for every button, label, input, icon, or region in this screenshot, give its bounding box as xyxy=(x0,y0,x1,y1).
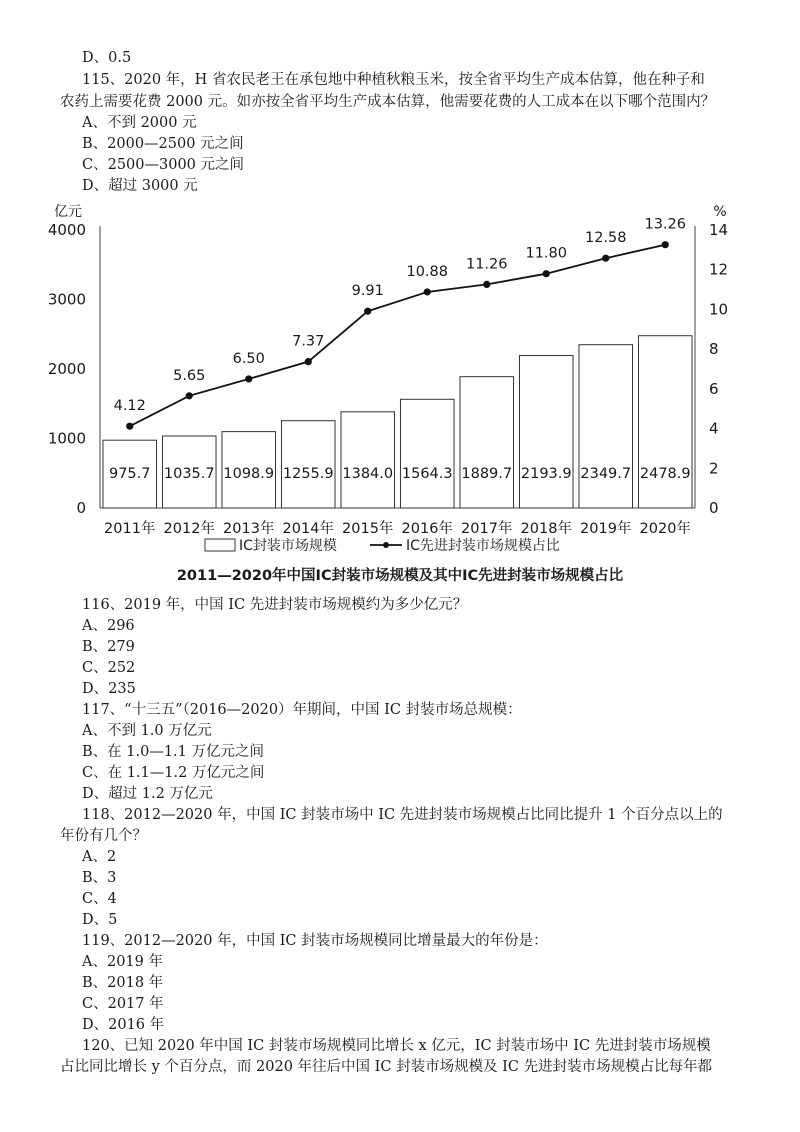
text-line: B、3 xyxy=(82,870,117,886)
option-line: A、不到 2000 元 xyxy=(82,115,197,131)
text-line: A、296 xyxy=(82,618,135,634)
category-label: 2014年 xyxy=(282,521,334,537)
bar xyxy=(341,412,395,508)
text-line: C、在 1.1—1.2 万亿元之间 xyxy=(82,765,265,781)
text-line: C、2017 年 xyxy=(82,996,164,1012)
left-tick-label: 0 xyxy=(76,499,86,517)
text-line: D、235 xyxy=(82,681,136,697)
question-line: 117、“十三五”（2016—2020）年期间，中国 IC 封装市场总规模： xyxy=(82,702,522,718)
option-line: B、2000—2500 元之间 xyxy=(82,136,244,152)
text-line: B、在 1.0—1.1 万亿元之间 xyxy=(82,744,264,760)
bar-value-label: 1889.7 xyxy=(461,466,513,482)
text-line: 年份有几个？ xyxy=(60,828,147,844)
bar-value-label: 2478.9 xyxy=(639,466,691,482)
bar xyxy=(460,377,514,508)
text-line: A、2019 年 xyxy=(82,954,163,970)
bar xyxy=(281,421,335,508)
right-axis-unit: % xyxy=(713,204,727,220)
legend-bar-label: IC封装市场规模 xyxy=(239,538,337,554)
bar xyxy=(519,356,573,508)
question-line: 119、2012—2020 年，中国 IC 封装市场规模同比增量最大的年份是： xyxy=(82,933,548,949)
text-line: D、5 xyxy=(82,912,118,928)
share-value-label: 4.12 xyxy=(113,398,146,415)
category-label: 2020年 xyxy=(639,521,691,537)
share-value-label: 5.65 xyxy=(173,367,206,384)
category-label: 2015年 xyxy=(342,521,394,537)
left-tick-label: 2000 xyxy=(47,360,86,378)
left-tick-label: 4000 xyxy=(47,221,86,239)
legend-bar-swatch xyxy=(205,539,235,551)
right-tick-label: 2 xyxy=(709,459,719,478)
category-label: 2012年 xyxy=(163,521,215,537)
ic-packaging-chart xyxy=(40,198,760,590)
category-label: 2011年 xyxy=(104,521,156,537)
bar-value-label: 1098.9 xyxy=(223,466,275,482)
bar-value-label: 1384.0 xyxy=(342,466,394,482)
share-point xyxy=(543,270,550,277)
question-line: 农药上需要花费 2000 元。如亦按全省平均生产成本估算，他需要花费的人工成本在以下哪个范围内？ xyxy=(60,94,716,110)
right-tick-label: 14 xyxy=(709,221,729,239)
bar-value-label: 975.7 xyxy=(108,466,151,482)
bar xyxy=(638,336,692,508)
share-value-label: 6.50 xyxy=(232,350,265,367)
share-point xyxy=(245,375,252,382)
question-line: 120、已知 2020 年中国 IC 封装市场规模同比增长 x 亿元，IC 封装市场中 IC 先进封装市场规模 xyxy=(82,1038,711,1054)
question-line: 118、2012—2020 年，中国 IC 封装市场中 IC 先进封装市场规模占比同比提升 1 个百分点以上的 xyxy=(82,807,723,823)
share-value-label: 7.37 xyxy=(292,333,325,350)
option-line: D、超过 3000 元 xyxy=(82,178,198,194)
right-tick-label: 8 xyxy=(709,340,719,359)
category-label: 2013年 xyxy=(223,521,275,537)
category-label: 2017年 xyxy=(461,521,513,537)
bar-value-label: 2193.9 xyxy=(520,466,572,482)
text-line: B、2018 年 xyxy=(82,975,164,991)
option-line: D、0.5 xyxy=(82,50,132,66)
bar xyxy=(579,345,633,508)
share-value-label: 12.58 xyxy=(584,230,627,247)
share-point xyxy=(602,255,609,262)
share-value-label: 9.91 xyxy=(351,283,384,300)
question-line: 115、2020 年，H 省农民老王在承包地中种植秋粮玉米，按全省平均生产成本估算，他在种子和 xyxy=(82,72,705,88)
option-line: C、2500—3000 元之间 xyxy=(82,157,245,173)
category-label: 2016年 xyxy=(401,521,453,537)
text-line: A、2 xyxy=(82,849,117,865)
bar-value-label: 1564.3 xyxy=(401,466,453,482)
chart-title: 2011—2020年中国IC封装市场规模及其中IC先进封装市场规模占比 xyxy=(176,568,624,584)
bar-value-label: 1035.7 xyxy=(163,466,215,482)
left-axis-unit: 亿元 xyxy=(54,204,82,220)
share-value-label: 13.26 xyxy=(644,216,687,233)
question-line: 116、2019 年，中国 IC 先进封装市场规模约为多少亿元？ xyxy=(82,597,468,613)
left-tick-label: 3000 xyxy=(47,290,86,309)
share-point xyxy=(364,308,371,315)
text-line: B、279 xyxy=(82,639,135,655)
share-point xyxy=(186,392,193,399)
right-tick-label: 0 xyxy=(709,499,719,517)
chart-svg xyxy=(40,198,760,590)
share-point xyxy=(126,423,133,430)
right-tick-label: 4 xyxy=(709,419,719,438)
text-line: 占比同比增长 y 个百分点，而 2020 年往后中国 IC 封装市场规模及 IC 先进封装市场规模占比每年都 xyxy=(60,1059,713,1075)
text-line: C、4 xyxy=(82,891,117,907)
right-tick-label: 12 xyxy=(709,260,729,279)
right-tick-label: 10 xyxy=(709,300,729,319)
legend-line-marker xyxy=(383,542,389,548)
share-value-label: 10.88 xyxy=(406,263,449,280)
bar xyxy=(400,399,454,508)
bar-value-label: 1255.9 xyxy=(282,466,334,482)
left-tick-label: 1000 xyxy=(47,429,86,448)
text-line: D、2016 年 xyxy=(82,1017,165,1033)
category-label: 2018年 xyxy=(520,521,572,537)
text-line: D、超过 1.2 万亿元 xyxy=(82,786,213,802)
share-point xyxy=(662,241,669,248)
share-point xyxy=(424,288,431,295)
share-value-label: 11.26 xyxy=(465,256,508,273)
text-line: A、不到 1.0 万亿元 xyxy=(82,723,212,739)
share-point xyxy=(483,281,490,288)
share-point xyxy=(305,358,312,365)
category-label: 2019年 xyxy=(580,521,632,537)
share-value-label: 11.80 xyxy=(525,245,568,262)
right-tick-label: 6 xyxy=(709,379,719,398)
text-line: C、252 xyxy=(82,660,136,676)
legend-line-label: IC先进封装市场规模占比 xyxy=(406,538,560,554)
bar-value-label: 2349.7 xyxy=(580,466,632,482)
